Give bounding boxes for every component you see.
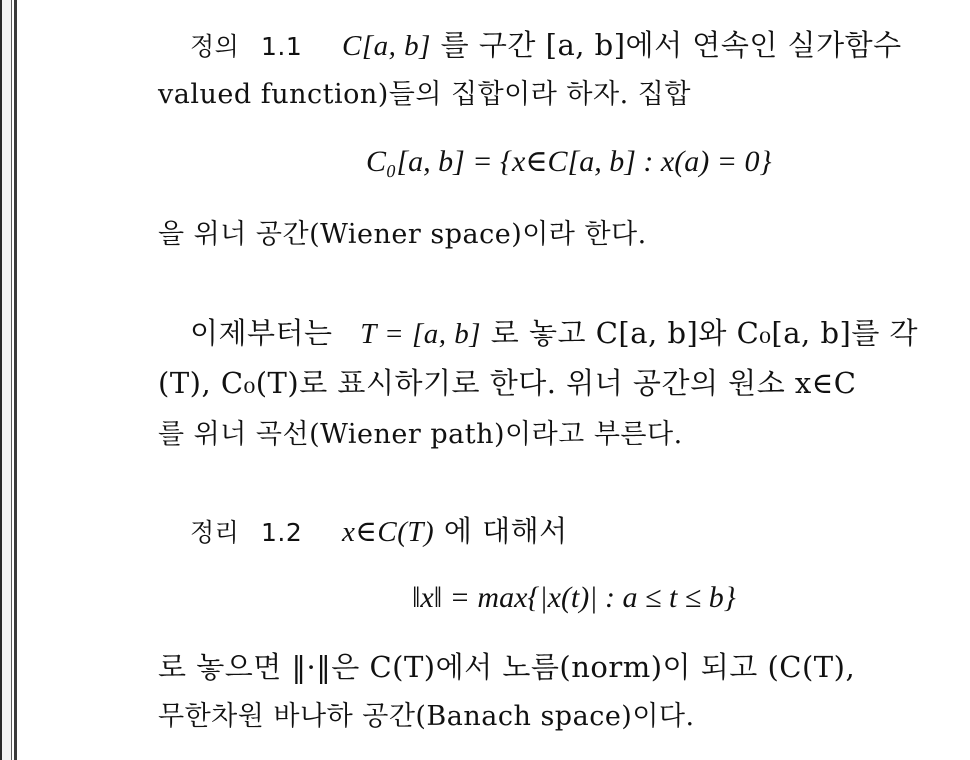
theorem-formula	[412, 580, 736, 616]
theorem-line2: 무한차원 바나하 공간(Banach space)이다.	[158, 701, 695, 732]
paragraph-line2: (T), C₀(T)로 표시하기로 한다. 위너 공간의 원소 x∈C	[158, 366, 857, 400]
paragraph-line1-prefix: 이제부터는	[190, 316, 333, 350]
definition-label: 정의	[190, 32, 240, 61]
paragraph-line1	[190, 316, 918, 351]
wiener-space-formula: C₀[a, b] = {x∈C[a, b] : x(a) = 0}	[366, 145, 772, 178]
theorem-label: 정리	[190, 518, 240, 547]
definition-formula	[366, 144, 771, 180]
paragraph-interval: T = [a, b]	[360, 318, 482, 350]
definition-line3: 을 위너 공간(Wiener space)이라 한다.	[158, 219, 647, 250]
paragraph-line3: 를 위너 곡선(Wiener path)이라고 부른다.	[158, 419, 683, 450]
theorem-statement-text: 에 대해서	[443, 514, 568, 548]
paragraph-line1-rest: 로 놓고 C[a, b]와 C₀[a, b]를 각	[490, 316, 919, 350]
definition-line2: valued function)들의 집합이라 하자. 집합	[158, 79, 691, 110]
page-edge	[0, 0, 12, 760]
definition-space-symbol: C[a, b]	[342, 30, 431, 62]
theorem-number: 1.2	[261, 518, 303, 547]
theorem-heading-line	[190, 514, 568, 550]
sup-norm-formula: ‖x‖ = max{|x(t)| : a ≤ t ≤ b}	[412, 581, 736, 614]
definition-line1-text: 를 구간 [a, b]에서 연속인 실가함수	[440, 28, 902, 62]
theorem-line1: 로 놓으면 ‖·‖은 C(T)에서 노름(norm)이 되고 (C(T),	[158, 650, 856, 684]
page-edge-rule	[14, 0, 17, 760]
theorem-statement-math: x∈C(T)	[342, 516, 435, 548]
definition-heading-line	[190, 28, 902, 64]
definition-number: 1.1	[261, 32, 303, 61]
